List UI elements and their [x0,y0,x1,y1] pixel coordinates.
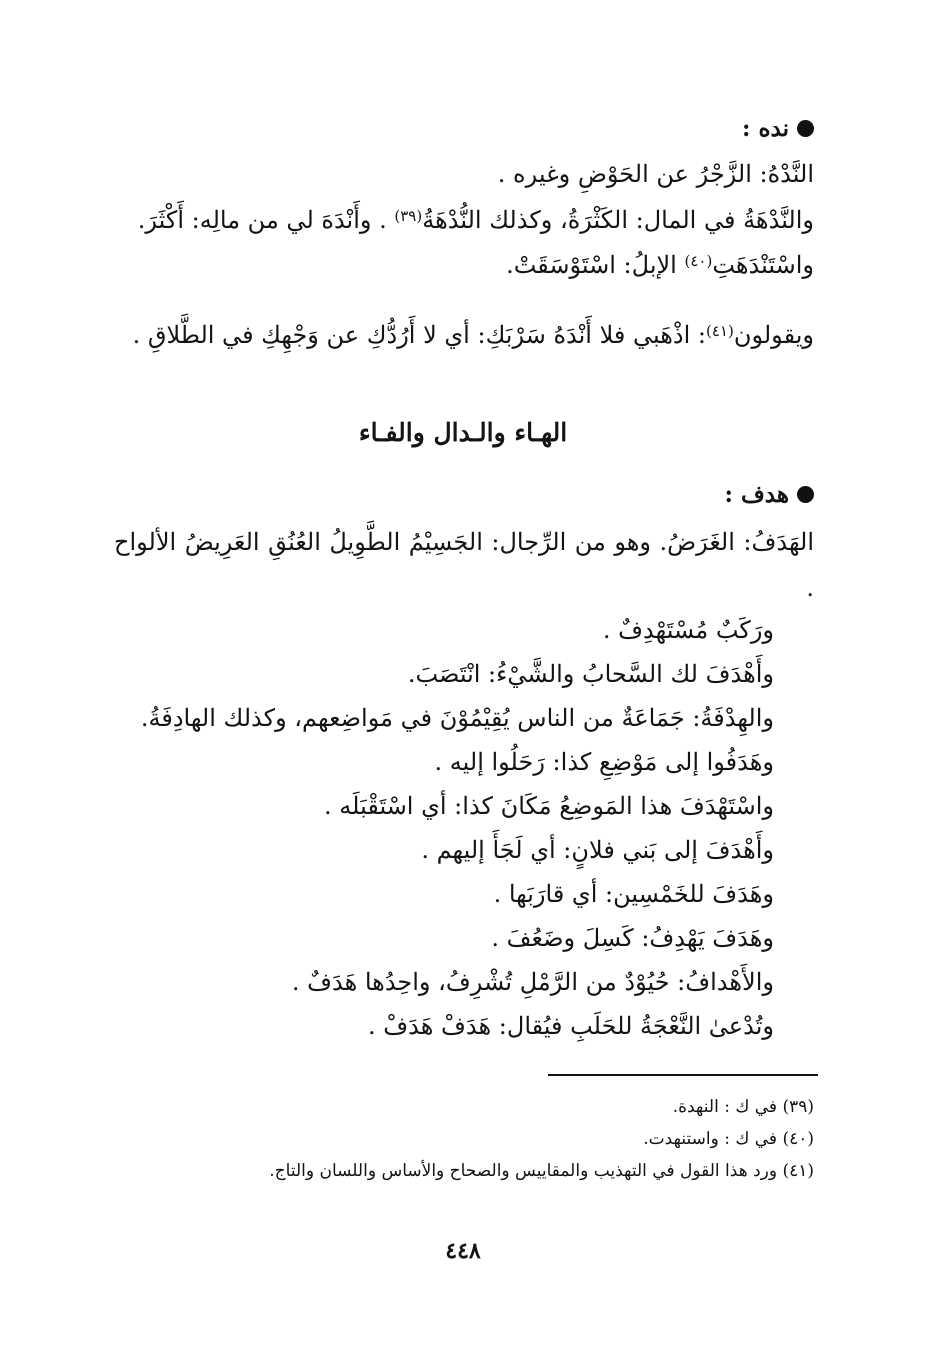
text-line: وأَهْدَفَ لك السَّحابُ والشَّيْءُ: انْتَصَبَ. [407,660,774,688]
bullet-icon [797,120,814,137]
text-line [138,202,814,238]
text-segment: ويقولون [733,321,814,349]
entry-heading-nadah [742,112,814,147]
entry-heading-text: نده : [741,115,789,142]
page-number: ٤٤٨ [445,1238,481,1264]
footnote-ref: (٤١) [706,322,734,340]
footnote-divider [548,1074,818,1076]
entry-heading-hadaf [724,478,814,513]
text-line: وتُدْعىٰ النَّعْجَةُ للحَلَبِ فيُقال: هَدَفْ هَدَفْ . [368,1012,774,1040]
text-line: ورَكَبٌ مُسْتَهْدِفٌ . [602,616,774,644]
footnote-40: (٤٠) في ك : واستنهدت. [643,1129,814,1149]
text-segment: : اذْهَبي فلا أَنْدَهُ سَرْبَكِ: أي لا أَرُدُّكِ عن وَجْهِكِ في الطَّلاقِ . [132,321,706,349]
footnote-41: (٤١) ورد هذا القول في التهذيب والمقاييس والصحاح والأساس واللسان والتاج. [269,1161,814,1181]
text-line: وهَدَفَ للخَمْسِين: أي قارَبَها . [493,880,774,908]
text-line: النَّدْهُ: الزَّجْرُ عن الحَوْضِ وغيره . [497,160,814,188]
text-paragraph [114,308,814,358]
text-paragraph: الهَدَفُ: الغَرَضُ. وهو من الرِّجال: الجَسِيْمُ الطَّوِيلُ العُنُقِ العَرِيضُ الألواح . [114,528,814,602]
footnote-ref: (٤٠) [684,252,713,270]
text-line: والأَهْدافُ: حُيُوْدٌ من الرَّمْلِ تُشْرِفُ، واحِدُها هَدَفٌ . [291,968,774,996]
bullet-icon [797,486,814,503]
entry-heading-text: هدف : [724,481,789,508]
text-segment: والنَّدْهَةُ في المال: الكَثْرَةُ، وكذلك النُّدْهَةُ [422,206,814,234]
section-title: الهـاء والـدال والفـاء [358,418,568,447]
text-line: والهِدْفَةُ: جَمَاعَةٌ من الناس يُقِيْمُوْنَ في مَواضِعهم، وكذلك الهادِفَةُ. [140,704,774,732]
footnote-ref: (٣٩) [394,207,423,225]
text-segment: الإبلُ: اسْتَوْسَقَتْ. [506,251,685,279]
text-line: وأَهْدَفَ إلى بَني فلانٍ: أي لَجَأَ إليهم . [421,836,774,864]
text-line: واسْتَهْدَفَ هذا المَوضِعُ مَكَانَ كذا: أي اسْتَقْبَلَه . [324,792,774,820]
footnote-39: (٣٩) في ك : النهدة. [672,1097,814,1117]
text-segment: . وأَنْدَهَ لي من مالِه: أَكْثَرَ. [137,206,395,234]
text-segment: واسْتَنْدَهَتِ [712,251,814,279]
text-line: وهَدَفُوا إلى مَوْضِعِ كذا: رَحَلُوا إليه . [434,748,774,776]
text-line: وهَدَفَ يَهْدِفُ: كَسِلَ وضَعُفَ . [491,924,774,952]
text-line [506,247,814,283]
